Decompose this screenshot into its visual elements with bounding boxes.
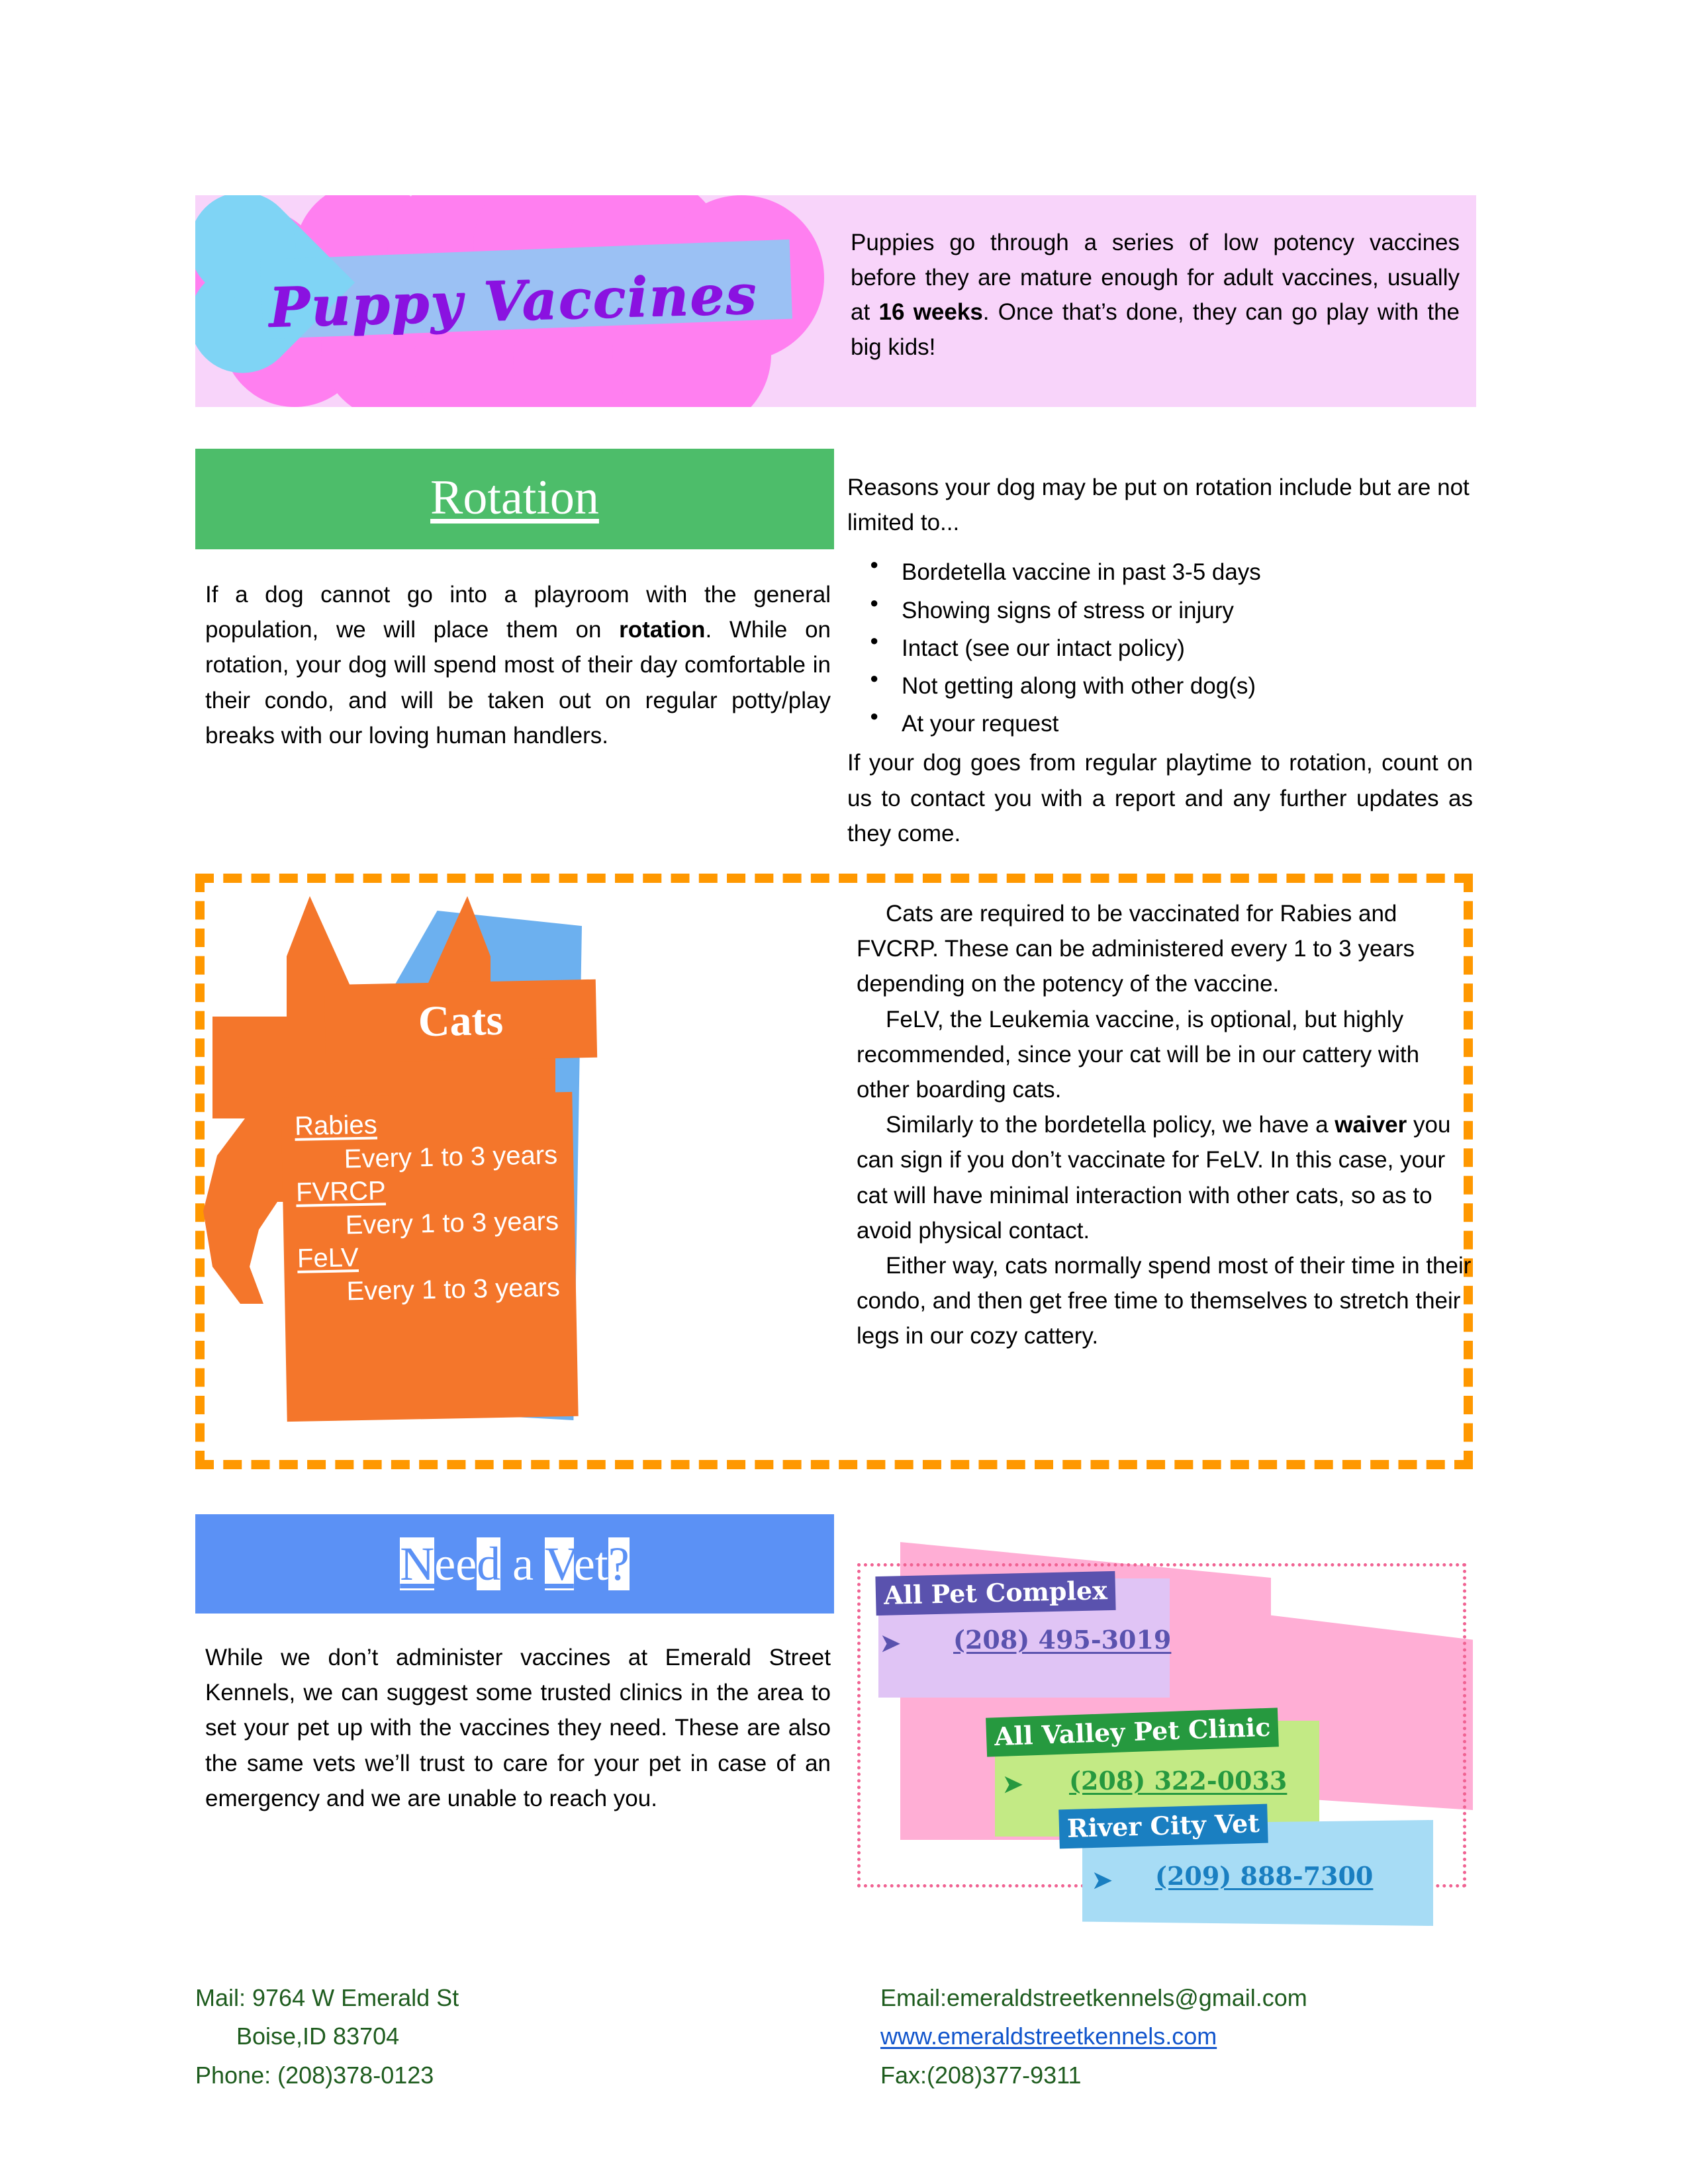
footer-city-state-zip: Boise,ID 83704 xyxy=(236,2023,400,2050)
vet-title-letters-et: et xyxy=(573,1537,608,1590)
cats-para3-part2: you can sign if you don’t vaccinate for FeLV. In this case, your cat will have minimal interaction with other cats, so as to avoid physical contact. xyxy=(857,1112,1451,1244)
arrow-icon: ➤ xyxy=(1003,1770,1023,1797)
clinic-name: All Pet Complex xyxy=(875,1571,1115,1615)
footer-mail-address: Mail: 9764 W Emerald St xyxy=(195,1984,459,2011)
vet-section-header xyxy=(195,1514,834,1614)
arrow-icon: ➤ xyxy=(880,1629,901,1657)
vet-title-letter-v: V xyxy=(544,1537,574,1590)
cats-body-text xyxy=(857,896,1472,1353)
list-item: ● Bordetella vaccine in past 3-5 days xyxy=(902,555,1473,590)
rotation-outro-text: If your dog goes from regular playtime to rotation, count on us to contact you with a report and any further updates as they come. xyxy=(847,750,1473,846)
footer-phone: Phone: (208)378-0123 xyxy=(195,2061,434,2089)
puppy-vaccines-logo xyxy=(195,195,831,407)
vet-body-text: While we don’t administer vaccines at Emerald Street Kennels, we can suggest some trusted clinics in the area to set your pet up with the vaccines they need. These are also the same vets we’ll trust to care for your pet in case of an emergency and we are unable to reach you. xyxy=(205,1645,831,1811)
vet-title-letters-ee: ee xyxy=(434,1537,477,1590)
list-item xyxy=(297,1239,565,1308)
cats-infographic xyxy=(205,883,840,1465)
list-item: ● Not getting along with other dog(s) xyxy=(902,668,1473,704)
vaccine-name: FeLV xyxy=(297,1243,359,1273)
vaccine-name: Rabies xyxy=(294,1110,378,1141)
clinic-name: All Valley Pet Clinic xyxy=(986,1707,1279,1756)
clinic-phone[interactable]: (208) 495-3019 xyxy=(953,1625,1172,1655)
rotation-body-text xyxy=(205,577,831,753)
rotation-reasons-panel xyxy=(847,470,1473,851)
list-item xyxy=(295,1107,562,1175)
header-banner xyxy=(195,195,1476,407)
cat-vaccine-list xyxy=(281,1092,578,1422)
vet-clinics-infographic xyxy=(851,1522,1470,1893)
vaccine-frequency: Every 1 to 3 years xyxy=(345,1206,559,1240)
vet-title xyxy=(400,1537,630,1592)
cats-paragraph-3 xyxy=(857,1107,1472,1248)
list-item: ● Showing signs of stress or injury xyxy=(902,593,1473,628)
rotation-body-part2: . While on rotation, your dog will spend most of their day comfortable in their condo, and will be taken out on regular potty/play breaks with our loving human handlers. xyxy=(205,617,831,749)
cats-paragraph-4: Either way, cats normally spend most of their time in their condo, and then get free time to themselves to stretch their legs in our cozy cattery. xyxy=(857,1252,1472,1349)
logo-title: Puppy Vaccines xyxy=(267,262,759,340)
vet-title-letter-n: N xyxy=(400,1537,435,1590)
rotation-reasons-intro: Reasons your dog may be put on rotation include but are not limited to... xyxy=(847,475,1470,536)
footer-website-link[interactable]: www.emeraldstreetkennels.com xyxy=(880,2023,1217,2050)
vaccine-name: FVRCP xyxy=(295,1176,387,1207)
cats-para3-bold: waiver xyxy=(1335,1112,1407,1138)
vet-title-letter-d: d xyxy=(477,1537,501,1590)
cats-label: Cats xyxy=(418,995,504,1046)
list-item xyxy=(296,1173,563,1242)
header-intro-bold: 16 weeks xyxy=(878,299,983,325)
list-item: ● At your request xyxy=(902,706,1473,741)
vet-title-space-a: a xyxy=(500,1537,545,1590)
footer-right-column xyxy=(880,1979,1476,2095)
header-intro-part1: Puppies go through a series of low potency vaccines before they are mature enough for adult vaccines, usually at xyxy=(851,230,1460,325)
list-item: ● Intact (see our intact policy) xyxy=(902,631,1473,666)
arrow-icon: ➤ xyxy=(1092,1866,1113,1893)
cats-label-box xyxy=(324,979,597,1064)
clinic-phone[interactable]: (209) 888-7300 xyxy=(1155,1861,1374,1891)
rotation-section-header xyxy=(195,449,834,549)
cats-paragraph-1: Cats are required to be vaccinated for Rabies and FVCRP. These can be administered every 1 to 3 years depending on the potency of the vaccine. xyxy=(857,901,1415,997)
rotation-body-part1: If a dog cannot go into a playroom with the general population, we will place them on xyxy=(205,582,831,643)
footer-email: Email:emeraldstreetkennels@gmail.com xyxy=(880,1984,1307,2011)
header-intro-part2: . Once that’s done, they can go play with the big kids! xyxy=(851,299,1460,360)
rotation-reasons-list xyxy=(847,555,1473,741)
cats-section xyxy=(195,874,1473,1469)
rotation-body-bold: rotation xyxy=(619,617,706,643)
vaccine-frequency: Every 1 to 3 years xyxy=(344,1140,558,1174)
clinic-phone[interactable]: (208) 322-0033 xyxy=(1069,1766,1288,1796)
footer-left-column xyxy=(195,1979,685,2095)
vet-title-question-mark: ? xyxy=(608,1537,630,1590)
vaccine-frequency: Every 1 to 3 years xyxy=(346,1273,561,1306)
footer-fax: Fax:(208)377-9311 xyxy=(880,2061,1082,2089)
rotation-title: Rotation xyxy=(430,470,599,525)
cats-para3-part1: Similarly to the bordetella policy, we have a xyxy=(886,1112,1335,1138)
clinic-name: River City Vet xyxy=(1058,1804,1268,1849)
cats-paragraph-2: FeLV, the Leukemia vaccine, is optional, but highly recommended, since your cat will be in our cattery with other boarding cats. xyxy=(857,1006,1420,1103)
header-intro-text xyxy=(851,226,1460,365)
